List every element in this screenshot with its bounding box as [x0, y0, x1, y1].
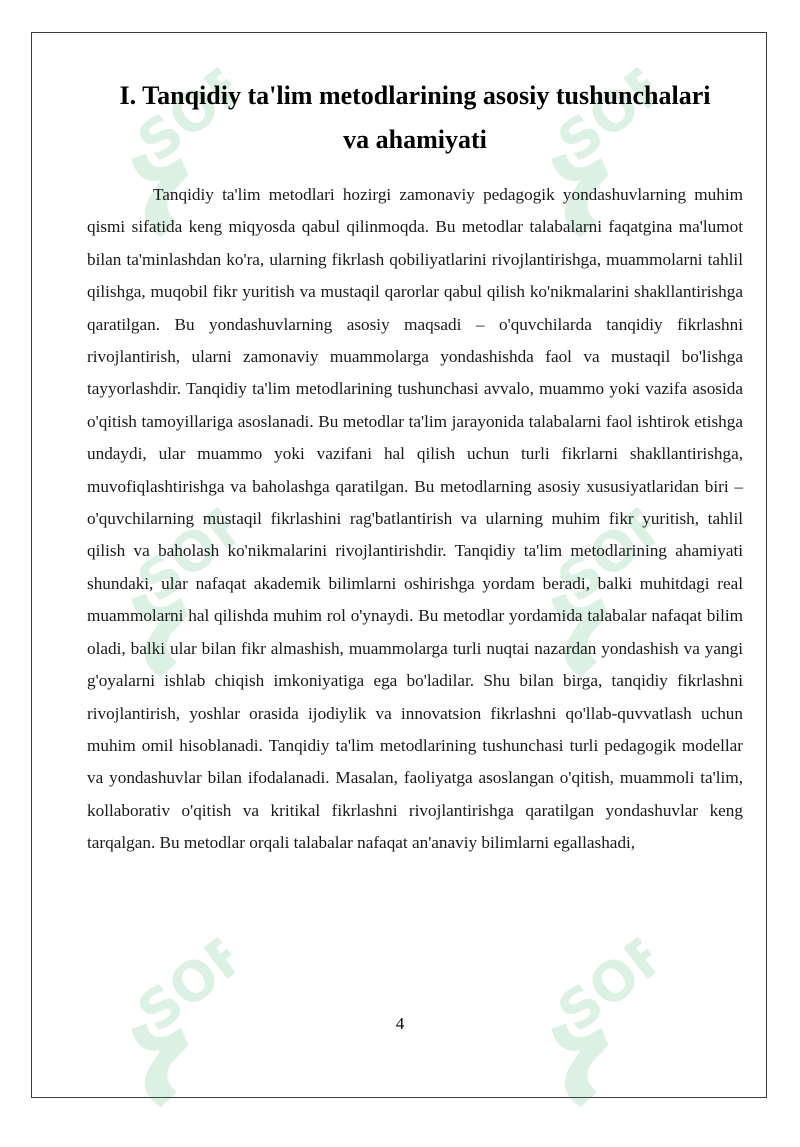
page-number: 4 — [395, 1014, 405, 1033]
section-title — [87, 74, 743, 162]
section-title-line-2: va ahamiyati — [343, 125, 487, 154]
section-title-line-1: I. Tanqidiy ta'lim metodlarining asosiy tushunchalari — [119, 81, 711, 110]
body-paragraph: Tanqidiy ta'lim metodlari hozirgi zamonaviy pedagogik yondashuvlarning muhim qismi sifatida keng miqyosda qabul qilinmoqda. Bu metodlar talabalarni faqatgina ma'lumot bilan ta'minlashdan ko'ra, ularning fikrlash qobiliyatlarini rivojlantirishga, muammolarni tahlil qilishga, muqobil fikr yuritish va mustaqil qarorlar qabul qilish ko'nikmalarini shakllantirishga qaratilgan. Bu yondashuvlarning asosiy maqsadi – o'quvchilarda tanqidiy fikrlashni rivojlantirish, ularni zamonaviy muammolarga yondashishda faol va mustaqil bo'lishga tayyorlashdir. Tanqidiy ta'lim metodlarining tushunchasi avvalo, muammo yoki vazifa asosida o'qitish tamoyillariga asoslanadi. Bu metodlar ta'lim jarayonida talabalarni faol ishtirok etishga undaydi, ular muammo yoki vazifani hal qilish uchun turli fikrlarni shakllantirishga, muvofiqlashtirishga va baholashga qaratilgan. Bu metodlarning asosiy xususiyatlaridan biri – o'quvchilarning mustaqil fikrlashini rag'batlantirish va ularning muhim fikr yuritish, tahlil qilish va baholash ko'nikmalarini rivojlantirishdir. Tanqidiy ta'lim metodlarining ahamiyati shundaki, ular nafaqat akademik bilimlarni oshirishga yordam beradi, balki muhitdagi real muammolarni hal qilishda muhim rol o'ynaydi. Bu metodlar yordamida talabalar nafaqat bilim oladi, balki ular bilan fikr almashish, muammolarga turli nuqtai nazardan yondashish va yangi g'oyalarni ishlab chiqish imkoniyatiga ega bo'ladilar. Shu bilan birga, tanqidiy fikrlashni rivojlantirish, yoshlar orasida ijodiylik va innovatsion fikrlashni qo'llab-quvvatlash uchun muhim omil hisoblanadi. Tanqidiy ta'lim metodlarining tushunchasi turli pedagogik modellar va yondashuvlar bilan ifodalanadi. Masalan, faoliyatga asoslangan o'qitish, muammoli ta'lim, kollaborativ o'qitish va kritikal fikrlashni rivojlantirishga qaratilgan yondashuvlar keng tarqalgan. Bu metodlar orqali talabalar nafaqat an'anaviy bilimlarni egallashadi, — [87, 185, 743, 853]
page-content — [87, 74, 743, 860]
